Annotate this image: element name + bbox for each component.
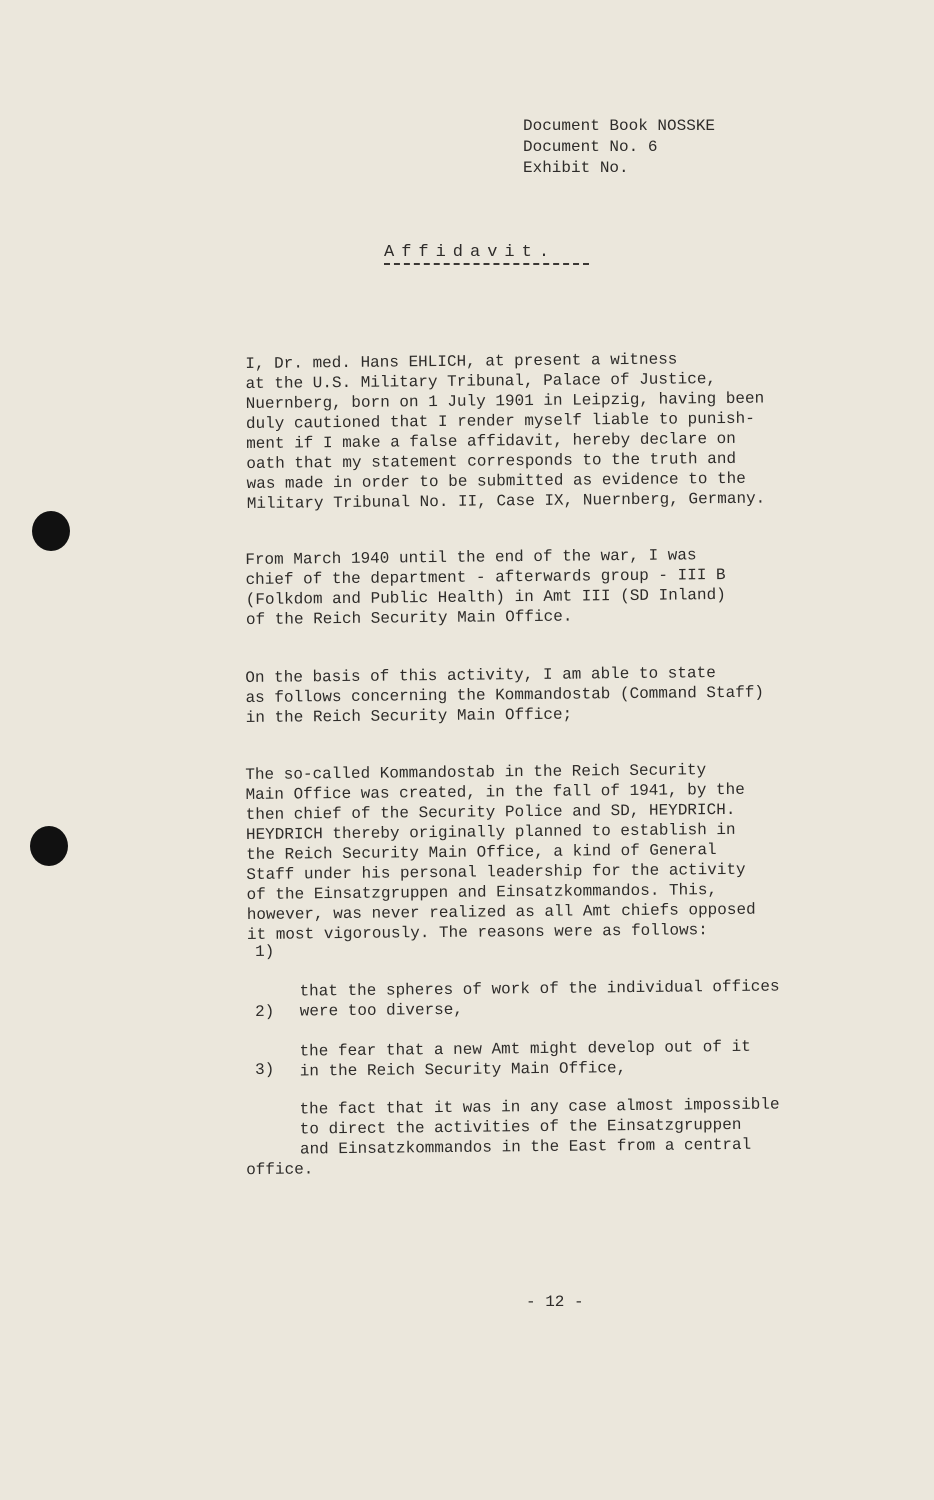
list-item-text: the fact that it was in any case almost impossible to direct the activities of the Einsatzgruppen and Einsatzkommandos in the East from a central xyxy=(299,1095,780,1159)
list-item-text: the fear that a new Amt might develop out of it in the Reich Security Main Office, xyxy=(299,1037,751,1081)
paragraph-text: From March 1940 until the end of the war, I was chief of the department - afterwards group - III B (Folkdom and Public Health) in Amt III (SD Inland) of the Reich Security Main Office. xyxy=(245,546,726,629)
list-item-tail: office. xyxy=(246,1160,314,1180)
exhibit-number-label: Exhibit No. xyxy=(523,159,629,177)
document-number-label: Document No. 6 xyxy=(523,138,658,156)
document-header xyxy=(523,116,715,179)
punch-hole xyxy=(30,826,68,866)
paragraph-oath xyxy=(245,327,887,514)
document-title: Affidavit. xyxy=(384,243,557,262)
paragraph-text: On the basis of this activity, I am able to state as follows concerning the Kommandostab (Command Staff) in the Reich Security Main Office; xyxy=(245,664,765,727)
list-item-number: 1) xyxy=(255,942,275,961)
paragraph-kommandostab xyxy=(245,738,887,945)
page-number: - 12 - xyxy=(526,1293,584,1311)
list-item-number: 2) xyxy=(255,1002,275,1021)
list-item xyxy=(246,1053,886,1180)
paragraph-basis xyxy=(245,641,886,728)
paragraph-text: I, Dr. med. Hans EHLICH, at present a witness at the U.S. Military Tribunal, Palace of Justice, Nuernberg, born on 1 July 1901 in Leipzig, having been duly cautioned that I render myself liable to punish- ment if I make a false affidavit, hereby declare on oath that my statement corresponds to the truth and was made in order to be submitted as evidence to the Military Tribunal No. II, Case IX, Nuernberg, Germany. xyxy=(245,350,766,513)
punch-hole xyxy=(32,511,70,551)
list-item-number: 3) xyxy=(255,1060,275,1079)
paragraph-position xyxy=(245,523,886,630)
title-block xyxy=(384,243,589,265)
paragraph-text: The so-called Kommandostab in the Reich Security Main Office was created, in the fall of 1941, by the then chief of the Security Police and SD, HEYDRICH. HEYDRICH thereby originally planned to establish in the Reich Security Main Office, a kind of General Staff under his personal leadership for the activity of the Einsatzgruppen and Einsatzkommandos. This, however, was never realized as all Amt chiefs opposed it most vigorously. The reasons were as follows: xyxy=(245,761,756,944)
title-underline xyxy=(384,263,589,265)
document-book-label: Document Book NOSSKE xyxy=(523,117,716,135)
list-item-text: that the spheres of work of the individual offices were too diverse, xyxy=(299,977,780,1021)
